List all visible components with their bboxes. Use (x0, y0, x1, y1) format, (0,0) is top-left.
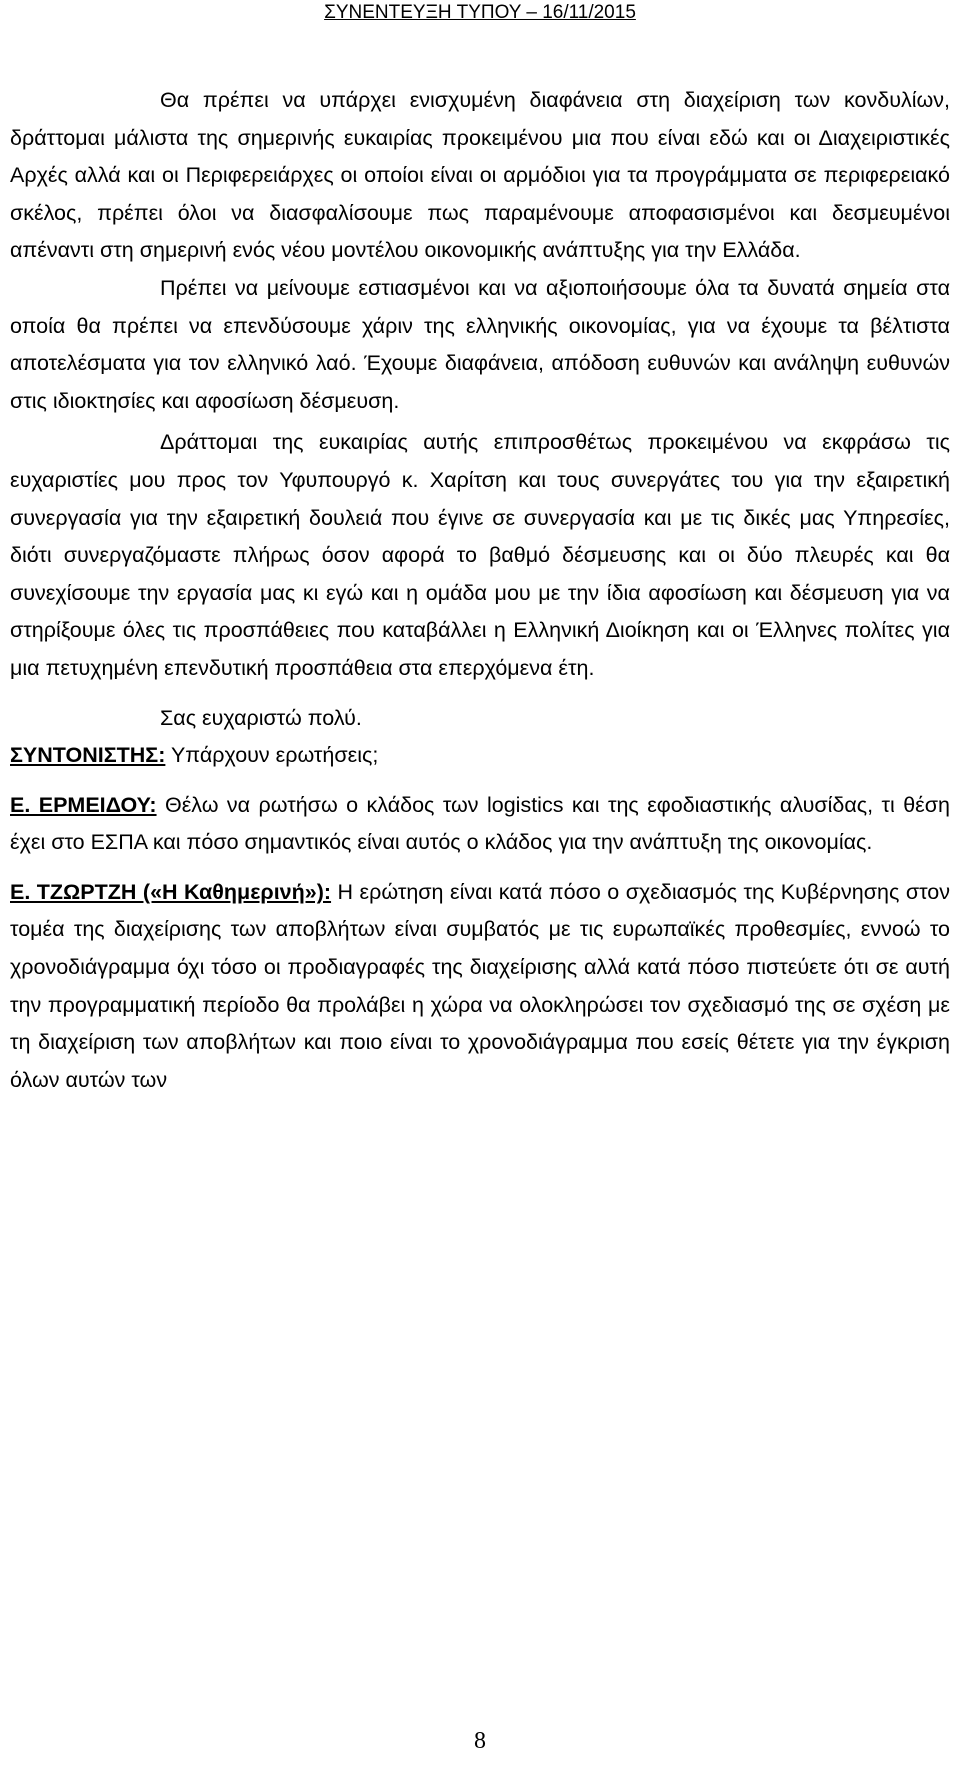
exchange-text: Υπάρχουν ερωτήσεις; (165, 743, 379, 768)
speaker-label: Ε. ΤΖΩΡΤΖΗ («Η Καθημερινή»): (10, 879, 332, 904)
exchange-text: Η ερώτηση είναι κατά πόσο ο σχεδιασμός της Κυβέρνησης στον τομέα της διαχείρισης των αποβλήτων είναι συμβατός με τις ευρωπαϊκές προθεσμίες, εννοώ το χρονοδιάγραμμα όχι τόσο οι προδιαγραφές της διαχείρισης αλλά κατά πόσο πιστεύετε ότι σε αυτή την προγραμματική περίοδο θα προλάβει η χώρα να ολοκληρώσει τον σχεδιασμό της σε σχέση με τη διαχείριση των αποβλήτων και ποιο είναι το χρονοδιάγραμμα που εσείς θέτετε για την έγκριση όλων αυτών των (10, 879, 950, 1092)
document-body (10, 82, 950, 1099)
speaker-label: Ε. ΕΡΜΕΙΔΟΥ: (10, 792, 157, 817)
speaker-label: ΣΥΝΤΟΝΙΣΤΗΣ: (10, 743, 166, 768)
exchange-text: Θέλω να ρωτήσω ο κλάδος των logistics και της εφοδιαστικής αλυσίδας, τι θέση έχει στο ΕΣΠΑ και πόσο σημαντικός είναι αυτός ο κλάδος για την ανάπτυξη της οικονομίας. (10, 792, 950, 855)
body-paragraph-3: Δράττομαι της ευκαιρίας αυτής επιπροσθέτως προκειμένου να εκφράσω τις ευχαριστίες μου προς τον Υφυπουργό κ. Χαρίτση και τους συνεργάτες του για την εξαιρετική συνεργασία για την εξαιρετική δουλειά που έγινε σε συνεργασία και με τις δικές μας Υπηρεσίες, διότι συνεργαζόμαστε πλήρως όσον αφορά το βαθμό δέσμευσης και οι δύο πλευρές και θα συνεχίσουμε την εργασία μας κι εγώ και η ομάδα μου με την ίδια αφοσίωση και δέσμευση για να στηρίξουμε όλες τις προσπάθειες που καταβάλλει η Ελληνική Διοίκηση και οι Έλληνες πολίτες για μια πετυχημένη επενδυτική προσπάθεια στα επερχόμενα έτη. (10, 430, 950, 680)
exchange-moderator (10, 737, 950, 775)
closing-line: Σας ευχαριστώ πολύ. (160, 705, 362, 730)
page-number: 8 (474, 1728, 486, 1754)
body-paragraph-1: Θα πρέπει να υπάρχει ενισχυμένη διαφάνεια στη διαχείριση των κονδυλίων, δράττομαι μάλιστα της σημερινής ευκαιρίας προκειμένου μια που είναι εδώ και οι Διαχειριστικές Αρχές αλλά και οι Περιφερειάρχες οι οποίοι είναι οι αρμόδιοι για τα προγράμματα σε περιφερειακό σκέλος, πρέπει όλοι να διασφαλίσουμε πως παραμένουμε αποφασισμένοι και δεσμευμένοι απέναντι στη σημερινή ενός νέου μοντέλου οικονομικής ανάπτυξης για την Ελλάδα. (10, 88, 950, 263)
exchange-question-2 (10, 874, 950, 1100)
exchange-question-1 (10, 787, 950, 862)
page-header: ΣΥΝΕΝΤΕΥΞΗ ΤΥΠΟΥ – 16/11/2015 (324, 2, 636, 23)
body-paragraph-2: Πρέπει να μείνουμε εστιασμένοι και να αξιοποιήσουμε όλα τα δυνατά σημεία στα οποία θα πρέπει να επενδύσουμε χάριν της ελληνικής οικονομίας, για να έχουμε τα βέλτιστα αποτελέσματα για τον ελληνικό λαό. Έχουμε διαφάνεια, απόδοση ευθυνών και ανάληψη ευθυνών στις ιδιοκτησίες και αφοσίωση δέσμευση. (10, 275, 950, 413)
